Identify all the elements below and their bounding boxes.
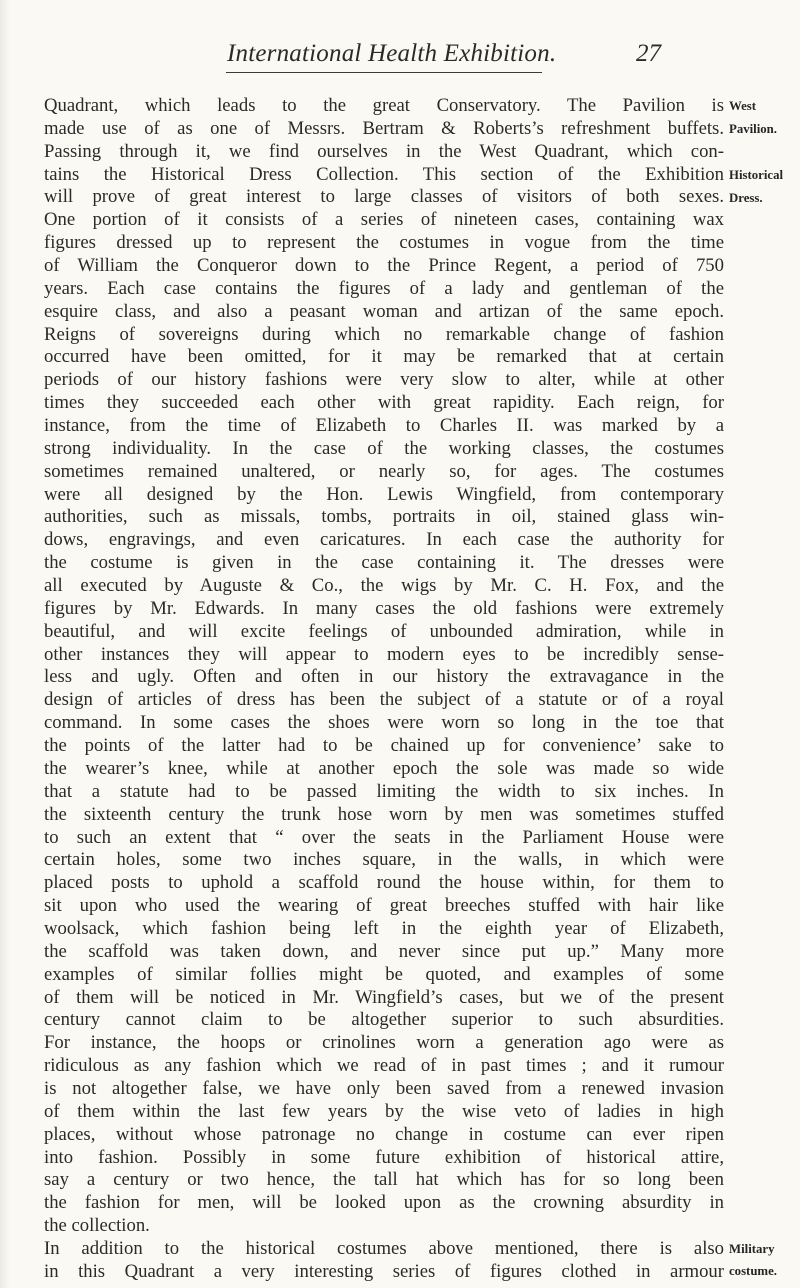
text-line: examples of similar follies might be quoted, and examples of some [44, 963, 724, 985]
text-line: authorities, such as missals, tombs, portraits in oil, stained glass win- [44, 506, 724, 528]
text-line: all executed by Auguste & Co., the wigs by Mr. C. H. Fox, and the [44, 575, 724, 597]
margin-note-west-pavilion: West [729, 99, 757, 113]
text-line: is not altogether false, we have only been saved from a renewed invasion [44, 1077, 724, 1099]
text-line: will prove of great interest to large classes of visitors of both sexes. [44, 186, 724, 208]
binding-shadow [0, 0, 10, 1288]
text-line: beautiful, and will excite feelings of unbounded admiration, while in [44, 620, 724, 642]
running-title: International Health Exhibition. [227, 40, 557, 67]
text-line: the fashion for men, will be looked upon as the crowning absurdity in [44, 1192, 724, 1214]
page-number: 27 [636, 40, 661, 67]
text-line: times they succeeded each other with great rapidity. Each reign, for [44, 392, 724, 414]
page-header [0, 40, 800, 80]
text-line: Quadrant, which leads to the great Conservatory. The Pavilion is [44, 95, 724, 116]
text-line: occurred have been omitted, for it may be remarked that at certain [44, 346, 724, 368]
text-line: into fashion. Possibly in some future exhibition of historical attire, [44, 1146, 724, 1168]
margin-note-historical-dress: Historical [729, 168, 784, 182]
body-text [44, 95, 724, 1284]
text-line: other instances they will appear to modern eyes to be incredibly sense- [44, 643, 724, 665]
text-line: in this Quadrant a very interesting series of figures clothed in armour [44, 1260, 724, 1282]
title-underline [226, 72, 542, 73]
text-line: the costume is given in the case containing it. The dresses were [44, 552, 724, 574]
text-line: Reigns of sovereigns during which no remarkable change of fashion [44, 323, 724, 345]
text-line: placed posts to uphold a scaffold round the house within, for them to [44, 872, 724, 894]
text-line: design of articles of dress has been the subject of a statute or of a royal [44, 689, 724, 711]
text-line: instance, from the time of Elizabeth to Charles II. was marked by a [44, 415, 724, 437]
text-line: the points of the latter had to be chained up for convenience’ sake to [44, 735, 724, 757]
margin-note-west-pavilion-2: Pavilion. [729, 122, 777, 136]
text-line: woolsack, which fashion being left in the eighth year of Elizabeth, [44, 917, 724, 939]
text-line: strong individuality. In the case of the working classes, the costumes [44, 437, 724, 459]
text-line: sit upon who used the wearing of great breeches stuffed with hair like [44, 895, 724, 917]
margin-note-military-costume: Military [729, 1242, 775, 1256]
text-line: the sixteenth century the trunk hose worn by men was sometimes stuffed [44, 803, 724, 825]
text-line: made use of as one of Messrs. Bertram & Roberts’s refreshment buffets. [44, 117, 724, 139]
text-line: century cannot claim to be altogether superior to such absurdities. [44, 1009, 724, 1031]
text-line: years. Each case contains the figures of a lady and gentleman of the [44, 277, 724, 299]
text-line: Passing through it, we find ourselves in the West Quadrant, which con- [44, 140, 724, 162]
text-line: the wearer’s knee, while at another epoch the sole was made so wide [44, 757, 724, 779]
margin-note-military-costume-2: costume. [729, 1264, 777, 1278]
text-line-paragraph-end: the collection. [44, 1215, 150, 1237]
text-line: figures by Mr. Edwards. In many cases the old fashions were extremely [44, 597, 724, 619]
text-line: In addition to the historical costumes above mentioned, there is also [44, 1237, 724, 1259]
text-line: figures dressed up to represent the costumes in vogue from the time [44, 232, 724, 254]
text-line: to such an extent that “ over the seats in the Parliament House were [44, 826, 724, 848]
text-line: command. In some cases the shoes were worn so long in the toe that [44, 712, 724, 734]
text-line: less and ugly. Often and often in our history the extravagance in the [44, 666, 724, 688]
text-line: sometimes remained unaltered, or nearly so, for ages. The costumes [44, 460, 724, 482]
text-line: were all designed by the Hon. Lewis Wingfield, from contemporary [44, 483, 724, 505]
text-line: certain holes, some two inches square, in the walls, in which were [44, 849, 724, 871]
text-line: One portion of it consists of a series of nineteen cases, containing wax [44, 209, 724, 231]
text-line: esquire class, and also a peasant woman and artizan of the same epoch. [44, 300, 724, 322]
text-line: the scaffold was taken down, and never since put up.” Many more [44, 940, 724, 962]
text-line: that a statute had to be passed limiting the width to six inches. In [44, 780, 724, 802]
text-line: periods of our history fashions were very slow to alter, while at other [44, 369, 724, 391]
text-line: dows, engravings, and even caricatures. In each case the authority for [44, 529, 724, 551]
text-line: tains the Historical Dress Collection. This section of the Exhibition [44, 163, 724, 185]
text-line: ridiculous as any fashion which we read of in past times ; and it rumour [44, 1055, 724, 1077]
text-line: of them within the last few years by the wise veto of ladies in high [44, 1100, 724, 1122]
margin-note-historical-dress-2: Dress. [729, 191, 763, 205]
text-line: of William the Conqueror down to the Prince Regent, a period of 750 [44, 255, 724, 277]
text-line: say a century or two hence, the tall hat which has for so long been [44, 1169, 724, 1191]
text-line: For instance, the hoops or crinolines worn a generation ago were as [44, 1032, 724, 1054]
text-line: places, without whose patronage no change in costume can ever ripen [44, 1123, 724, 1145]
text-line: of them will be noticed in Mr. Wingfield’s cases, but we of the present [44, 986, 724, 1008]
